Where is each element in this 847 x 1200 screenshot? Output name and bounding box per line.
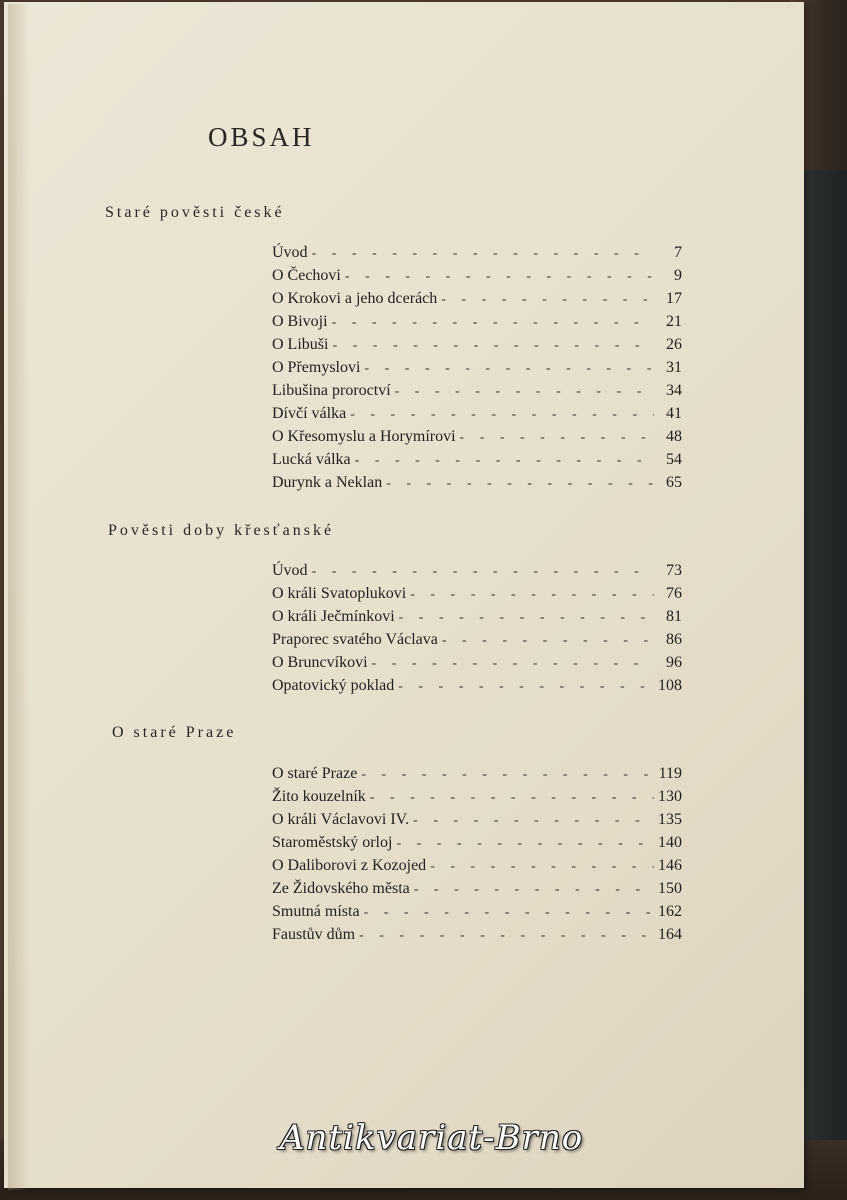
book-page bbox=[4, 2, 804, 1188]
toc-list bbox=[272, 244, 682, 497]
toc-entry-title: Žito kouzelník bbox=[272, 788, 366, 805]
toc-entry-page-number: 41 bbox=[666, 405, 682, 422]
toc-entry bbox=[272, 788, 682, 811]
toc-entry-title: Opatovický poklad bbox=[272, 677, 395, 694]
toc-entry-page-number: 146 bbox=[658, 857, 682, 874]
toc-entry-title: Faustův dům bbox=[272, 926, 356, 943]
toc-entry-page-number: 48 bbox=[666, 428, 682, 445]
toc-entry bbox=[272, 336, 682, 359]
toc-entry bbox=[272, 428, 682, 451]
toc-entry-page-number: 81 bbox=[666, 608, 682, 625]
toc-entry-page-number: 21 bbox=[666, 313, 682, 330]
toc-entry-title: Ze Židovského města bbox=[272, 880, 410, 897]
dot-leader bbox=[361, 767, 654, 783]
section-heading: O staré Praze bbox=[112, 724, 237, 741]
dot-leader bbox=[396, 836, 654, 852]
toc-entry-page-number: 119 bbox=[658, 765, 682, 782]
toc-entry bbox=[272, 834, 682, 857]
section-heading: Staré pověsti české bbox=[105, 204, 285, 221]
toc-entry-title: O Libuši bbox=[272, 336, 329, 353]
toc-entry-title: O Daliborovi z Kozojed bbox=[272, 857, 427, 874]
toc-entry bbox=[272, 359, 682, 382]
dot-leader bbox=[312, 564, 654, 580]
dot-leader bbox=[399, 610, 654, 626]
toc-entry-page-number: 164 bbox=[658, 926, 682, 943]
toc-entry-page-number: 150 bbox=[658, 880, 682, 897]
toc-entry-title: Durynk a Neklan bbox=[272, 474, 383, 491]
toc-entry-page-number: 9 bbox=[674, 267, 682, 284]
toc-entry bbox=[272, 405, 682, 428]
toc-list bbox=[272, 765, 682, 949]
toc-entry-page-number: 54 bbox=[666, 451, 682, 468]
dot-leader bbox=[332, 338, 654, 354]
dot-leader bbox=[350, 407, 654, 423]
toc-entry bbox=[272, 451, 682, 474]
toc-entry-page-number: 65 bbox=[666, 474, 682, 491]
toc-entry-page-number: 73 bbox=[666, 562, 682, 579]
toc-entry bbox=[272, 811, 682, 834]
toc-entry-title: O králi Václavovi IV. bbox=[272, 811, 410, 828]
toc-entry bbox=[272, 290, 682, 313]
dot-leader bbox=[345, 269, 654, 285]
dot-leader bbox=[359, 928, 654, 944]
toc-entry bbox=[272, 608, 682, 631]
dot-leader bbox=[372, 656, 654, 672]
dot-leader bbox=[413, 813, 654, 829]
toc-entry-title: Úvod bbox=[272, 562, 308, 579]
toc-entry-title: O staré Praze bbox=[272, 765, 358, 782]
toc-entry-title: Lucká válka bbox=[272, 451, 351, 468]
toc-entry-title: O Bruncvíkovi bbox=[272, 654, 368, 671]
toc-entry-title: Praporec svatého Václava bbox=[272, 631, 438, 648]
toc-entry-page-number: 86 bbox=[666, 631, 682, 648]
toc-entry-title: O Křesomyslu a Horymírovi bbox=[272, 428, 456, 445]
dot-leader bbox=[364, 905, 654, 921]
toc-entry-title: Dívčí válka bbox=[272, 405, 347, 422]
dot-leader bbox=[364, 361, 654, 377]
toc-entry-page-number: 108 bbox=[658, 677, 682, 694]
toc-entry bbox=[272, 474, 682, 497]
toc-entry bbox=[272, 903, 682, 926]
toc-list bbox=[272, 562, 682, 700]
toc-entry-title: O Přemyslovi bbox=[272, 359, 361, 376]
dot-leader bbox=[460, 430, 654, 446]
toc-entry-page-number: 135 bbox=[658, 811, 682, 828]
toc-entry-page-number: 17 bbox=[666, 290, 682, 307]
toc-entry-page-number: 34 bbox=[666, 382, 682, 399]
page-spine-shadow bbox=[8, 4, 30, 1190]
toc-entry-page-number: 96 bbox=[666, 654, 682, 671]
toc-entry-title: Staroměstský orloj bbox=[272, 834, 393, 851]
toc-entry bbox=[272, 244, 682, 267]
toc-entry-title: O králi Ječmínkovi bbox=[272, 608, 395, 625]
toc-entry-title: Úvod bbox=[272, 244, 308, 261]
dot-leader bbox=[386, 476, 654, 492]
toc-entry-page-number: 140 bbox=[658, 834, 682, 851]
toc-entry bbox=[272, 631, 682, 654]
toc-entry-page-number: 130 bbox=[658, 788, 682, 805]
toc-entry-page-number: 7 bbox=[674, 244, 682, 261]
toc-entry bbox=[272, 677, 682, 700]
toc-entry bbox=[272, 926, 682, 949]
toc-entry-page-number: 31 bbox=[666, 359, 682, 376]
toc-entry-title: Smutná místa bbox=[272, 903, 360, 920]
toc-entry-title: O Bivoji bbox=[272, 313, 328, 330]
background-book-cover bbox=[800, 170, 847, 1200]
toc-entry bbox=[272, 562, 682, 585]
toc-entry-title: O Čechovi bbox=[272, 267, 341, 284]
dot-leader bbox=[410, 587, 654, 603]
dot-leader bbox=[312, 246, 654, 262]
toc-entry bbox=[272, 313, 682, 336]
toc-entry-title: Libušina proroctví bbox=[272, 382, 391, 399]
dot-leader bbox=[398, 679, 654, 695]
toc-entry bbox=[272, 585, 682, 608]
toc-entry bbox=[272, 654, 682, 677]
toc-entry bbox=[272, 857, 682, 880]
page-title: OBSAH bbox=[208, 122, 315, 152]
toc-entry-page-number: 76 bbox=[666, 585, 682, 602]
watermark-stamp: Antikvariat-Brno bbox=[280, 1118, 584, 1158]
dot-leader bbox=[414, 882, 654, 898]
toc-entry-page-number: 26 bbox=[666, 336, 682, 353]
dot-leader bbox=[370, 790, 654, 806]
dot-leader bbox=[442, 633, 654, 649]
dot-leader bbox=[355, 453, 654, 469]
toc-entry-page-number: 162 bbox=[658, 903, 682, 920]
dot-leader bbox=[441, 292, 654, 308]
toc-entry bbox=[272, 382, 682, 405]
toc-entry-title: O Krokovi a jeho dcerách bbox=[272, 290, 438, 307]
toc-entry bbox=[272, 880, 682, 903]
dot-leader bbox=[395, 384, 654, 400]
toc-entry bbox=[272, 765, 682, 788]
dot-leader bbox=[430, 859, 654, 875]
toc-entry-title: O králi Svatoplukovi bbox=[272, 585, 407, 602]
toc-entry bbox=[272, 267, 682, 290]
dot-leader bbox=[332, 315, 654, 331]
section-heading: Pověsti doby křesťanské bbox=[108, 522, 335, 539]
